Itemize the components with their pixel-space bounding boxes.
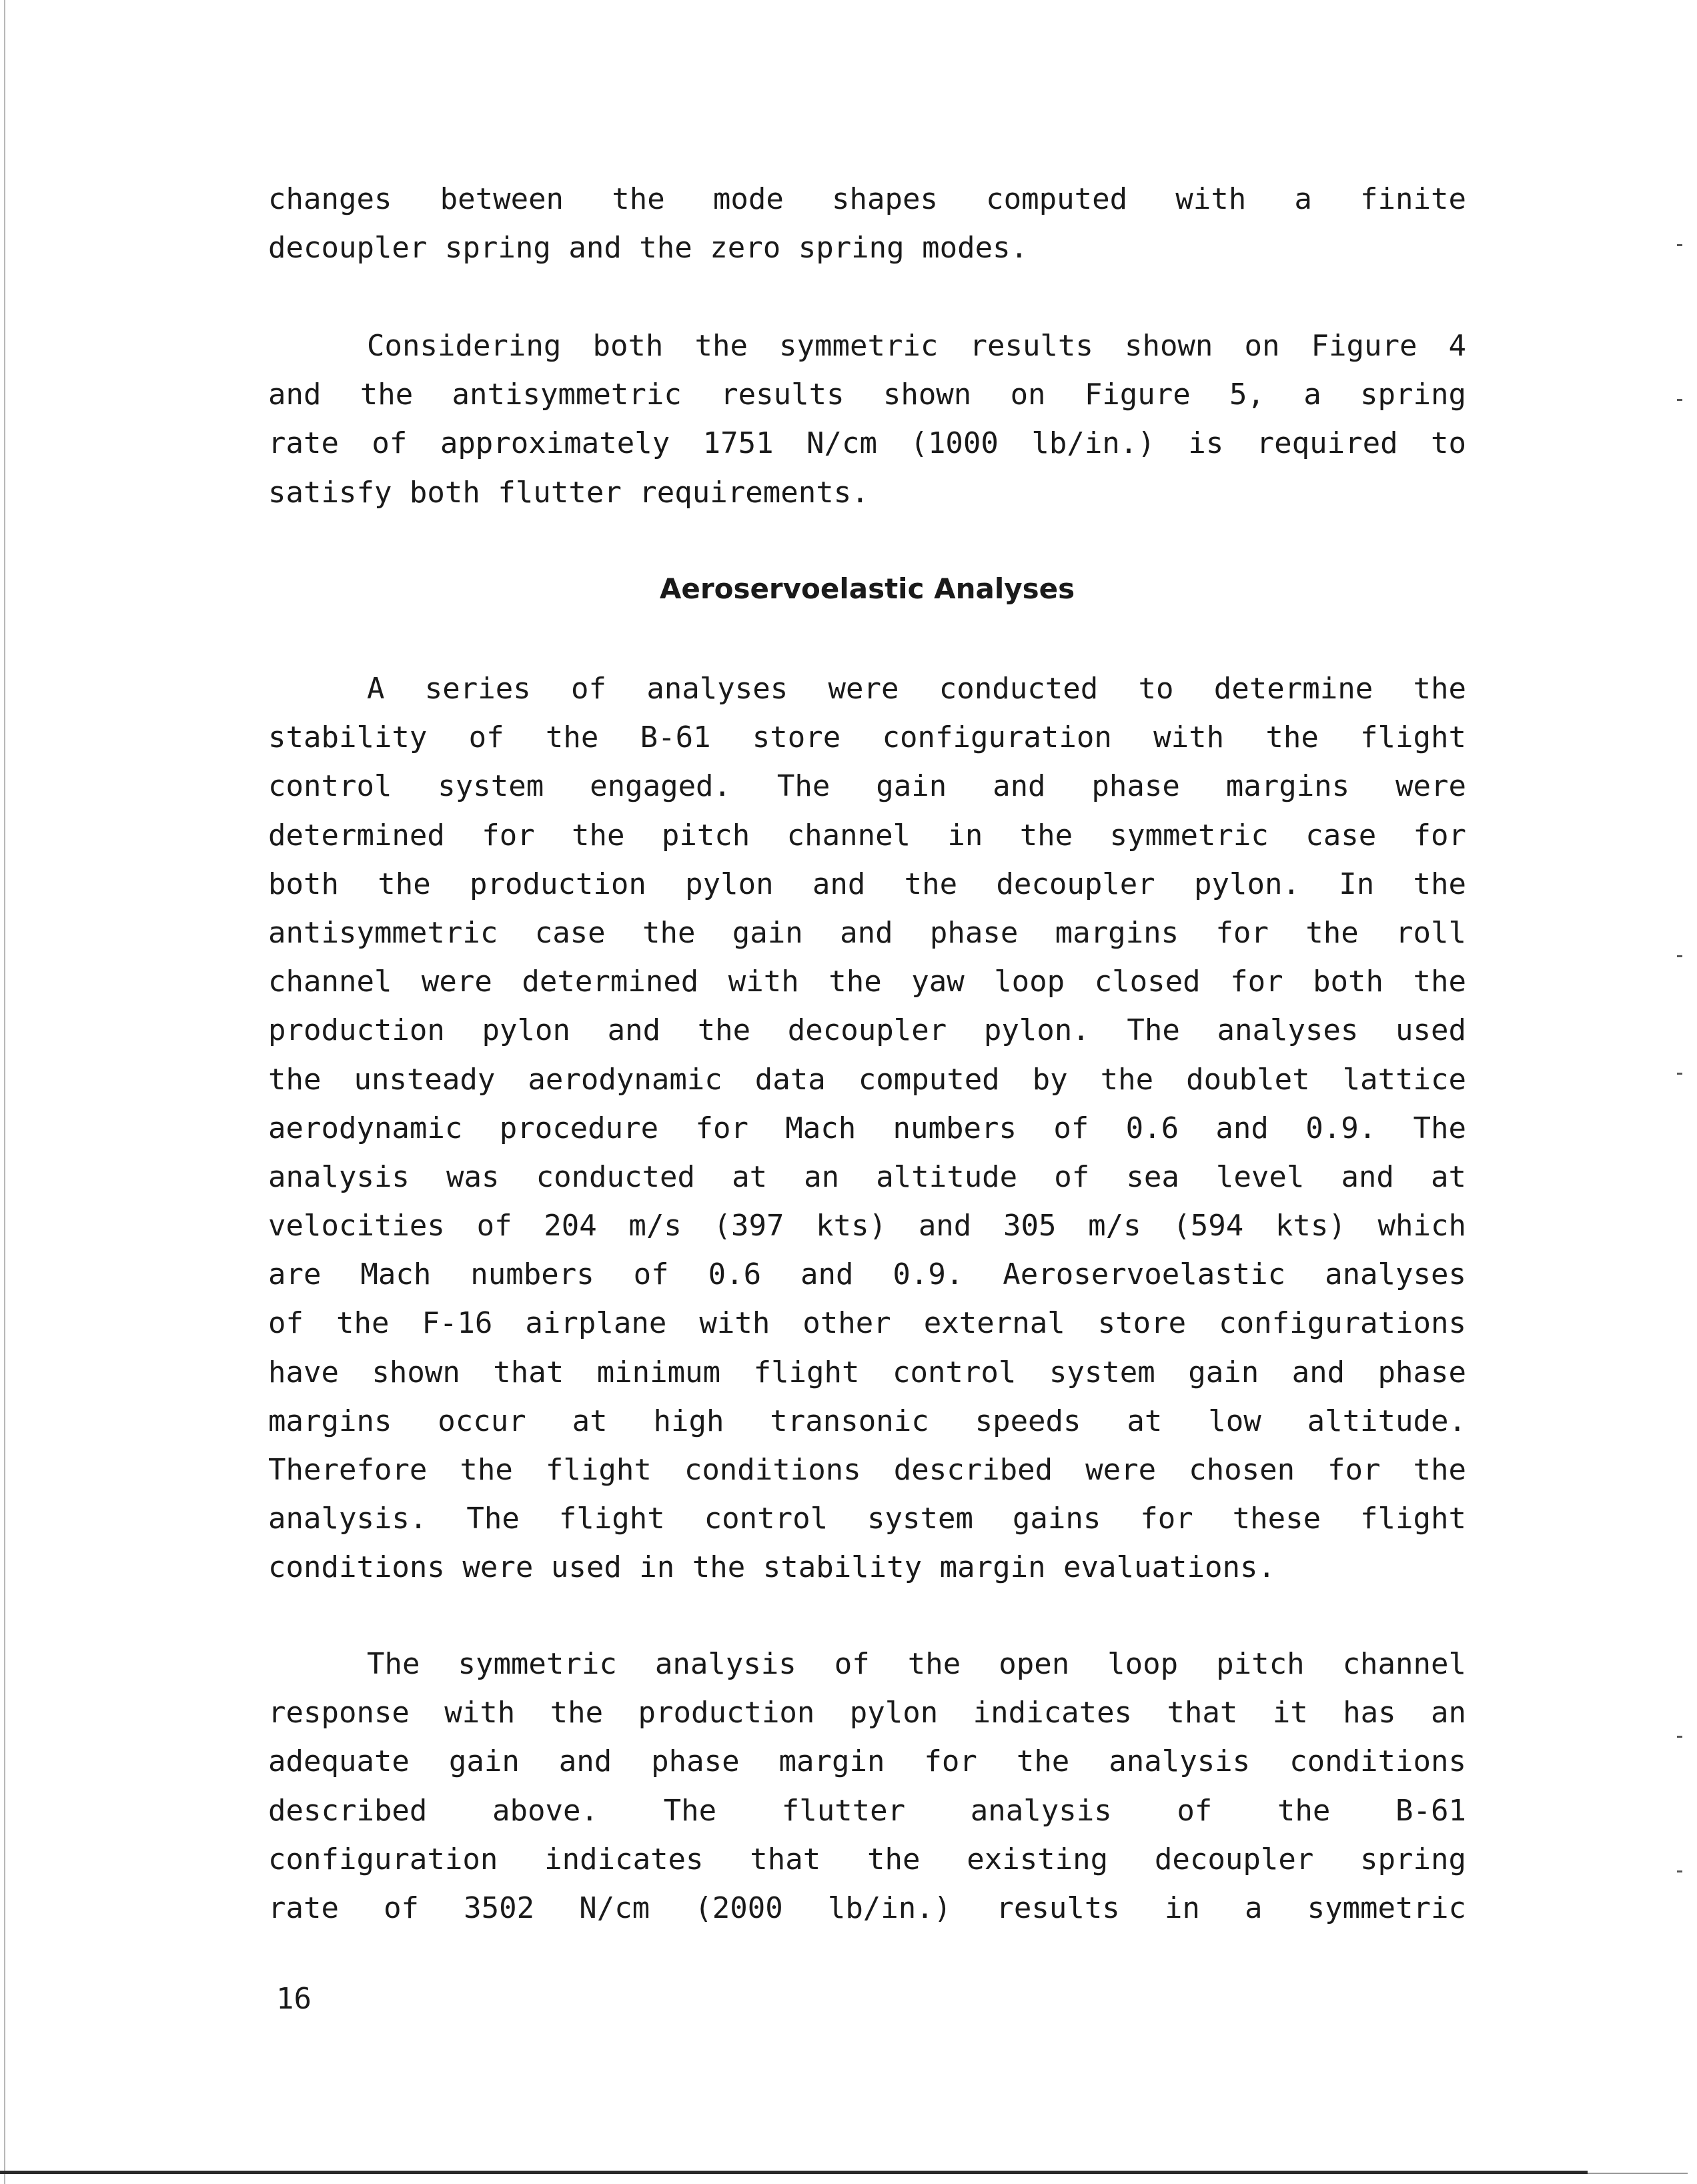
text-line: A series of analyses were conducted to determine the xyxy=(367,672,1466,706)
scan-left-edge xyxy=(4,0,5,2184)
text-line: are Mach numbers of 0.6 and 0.9. Aeroservoelastic analyses xyxy=(268,1257,1466,1292)
margin-mark xyxy=(1677,399,1682,401)
text-line: velocities of 204 m/s (397 kts) and 305 m/s (594 kts) which xyxy=(268,1209,1466,1243)
text-line: of the F-16 airplane with other external store configurations xyxy=(268,1306,1466,1341)
text-line: determined for the pitch channel in the symmetric case for xyxy=(268,818,1466,853)
text-line: and the antisymmetric results shown on Figure 5, a spring xyxy=(268,378,1466,412)
text-line: analysis was conducted at an altitude of sea level and at xyxy=(268,1159,1466,1194)
text-line: described above. The flutter analysis of the B-61 xyxy=(268,1793,1466,1828)
text-line: channel were determined with the yaw loop closed for both the xyxy=(268,965,1466,999)
text-line: aerodynamic procedure for Mach numbers of 0.6 and 0.9. The xyxy=(268,1111,1466,1145)
text-line: the unsteady aerodynamic data computed by the doublet lattice xyxy=(268,1062,1466,1097)
text-line: rate of 3502 N/cm (2000 lb/in.) results in a symmetric xyxy=(268,1890,1466,1925)
paragraph-1 xyxy=(268,175,1466,272)
text-line: changes between the mode shapes computed with a finite xyxy=(268,182,1466,216)
text-line: margins occur at high transonic speeds at low altitude. xyxy=(268,1404,1466,1438)
text-line: Therefore the flight conditions described were chosen for the xyxy=(268,1453,1466,1487)
text-line: satisfy both flutter requirements. xyxy=(268,475,869,510)
margin-mark xyxy=(1677,1870,1682,1872)
text-line: configuration indicates that the existing decoupler spring xyxy=(268,1842,1466,1876)
text-line: decoupler spring and the zero spring modes. xyxy=(268,231,1029,265)
text-line: rate of approximately 1751 N/cm (1000 lb/in.) is required to xyxy=(268,426,1466,461)
margin-mark xyxy=(1677,955,1682,957)
text-line: antisymmetric case the gain and phase margins for the roll xyxy=(268,915,1466,950)
text-line: production pylon and the decoupler pylon. The analyses used xyxy=(268,1013,1466,1048)
text-line: stability of the B-61 store configuration with the flight xyxy=(268,720,1466,755)
text-line: response with the production pylon indicates that it has an xyxy=(268,1696,1466,1730)
margin-mark xyxy=(1677,244,1682,246)
paragraph-2 xyxy=(268,322,1466,517)
paragraph-4 xyxy=(268,1640,1466,1933)
section-heading: Aeroservoelastic Analyses xyxy=(659,572,1075,605)
text-line: The symmetric analysis of the open loop pitch channel xyxy=(367,1647,1466,1681)
text-line: control system engaged. The gain and phase margins were xyxy=(268,769,1466,804)
text-line: adequate gain and phase margin for the analysis conditions xyxy=(268,1744,1466,1779)
text-line: have shown that minimum flight control system gain and phase xyxy=(268,1355,1466,1390)
text-line: analysis. The flight control system gains for these flight xyxy=(268,1502,1466,1536)
paragraph-3 xyxy=(268,664,1466,1592)
scan-bottom-edge xyxy=(0,2171,1588,2174)
text-line: Considering both the symmetric results shown on Figure 4 xyxy=(367,329,1466,363)
text-line: conditions were used in the stability margin evaluations. xyxy=(268,1550,1275,1585)
margin-mark xyxy=(1677,1073,1682,1075)
text-line: both the production pylon and the decoupler pylon. In the xyxy=(268,867,1466,901)
page-number: 16 xyxy=(276,1982,312,2016)
scan-bottom-edge-faint xyxy=(1588,2173,1688,2174)
margin-mark xyxy=(1677,1736,1682,1738)
